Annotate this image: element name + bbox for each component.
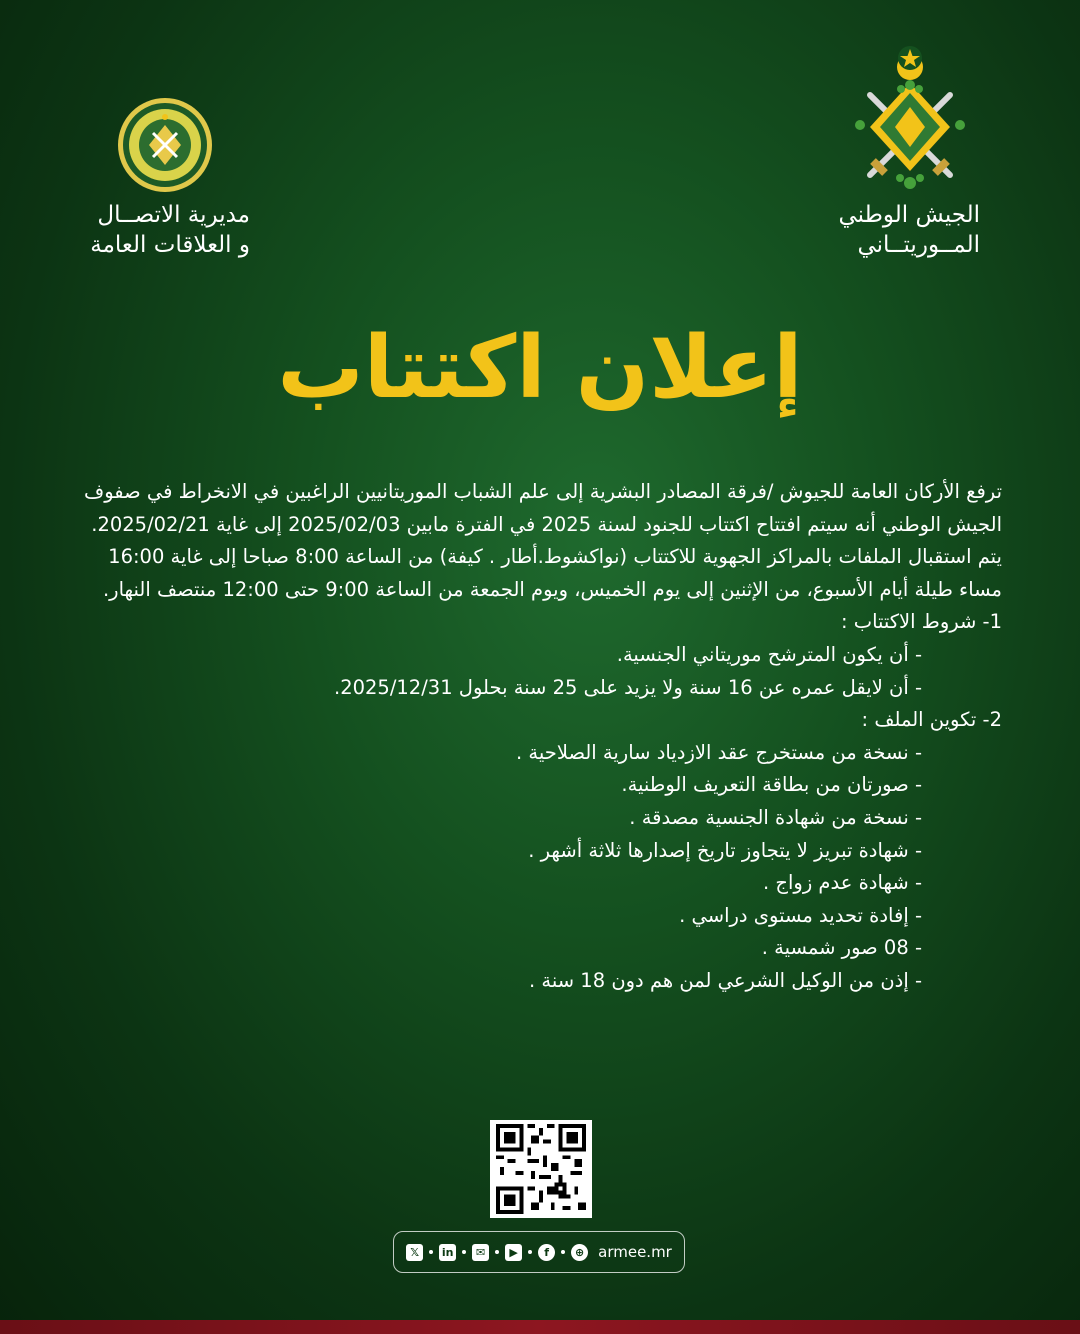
army-name [780,200,980,260]
list-item: - أن لايقل عمره عن 16 سنة ولا يزيد على 25 سنة بحلول 2025/12/31. [78,672,1002,705]
globe-icon[interactable]: ⊕ [571,1244,588,1261]
conditions-list [78,639,1002,704]
facebook-icon[interactable]: f [538,1244,555,1261]
separator-dot [561,1250,565,1254]
list-item: - نسخة من شهادة الجنسية مصدقة . [78,802,1002,835]
youtube-icon[interactable]: ▶ [505,1244,522,1261]
list-item: - صورتان من بطاقة التعريف الوطنية. [78,769,1002,802]
directorate-seal-logo [110,95,220,199]
email-icon[interactable]: ✉ [472,1244,489,1261]
website-link[interactable]: armee.mr [598,1243,672,1261]
file-documents-list [78,737,1002,998]
announcement-body [78,476,1002,998]
file-heading: 2- تكوين الملف : [861,708,1002,732]
separator-dot [429,1250,433,1254]
reception-paragraph: يتم استقبال الملفات بالمراكز الجهوية للاكتتاب (نواكشوط.أطار . كيفة) من الساعة 8:00 صباحا إلى غاية 16:00 مساء طيلة أيام الأسبوع، من الإثنين إلى يوم الخميس، ويوم الجمعة من الساعة 9:00 حتى 12:00 منتصف النهار. [102,545,1002,601]
list-item: - إفادة تحديد مستوى دراسي . [78,900,1002,933]
list-item: - شهادة تبريز لا يتجاوز تاريخ إصدارها ثلاثة أشهر . [78,835,1002,868]
list-item: - نسخة من مستخرج عقد الازدياد سارية الصلاحية . [78,737,1002,770]
linkedin-icon[interactable]: in [439,1244,456,1261]
separator-dot [495,1250,499,1254]
directorate-name [40,200,250,260]
social-links-bar [393,1231,685,1273]
qr-code[interactable] [490,1120,592,1218]
directorate-name-line1: مديرية الاتصــال [97,202,250,228]
army-name-line2: المــوريتــاني [857,232,980,258]
page-title: إعلان اكتتاب [277,318,803,418]
separator-dot [462,1250,466,1254]
bottom-color-bar [0,1320,1080,1334]
list-item: - شهادة عدم زواج . [78,867,1002,900]
army-name-line1: الجيش الوطني [838,202,980,228]
conditions-heading: 1- شروط الاكتتاب : [840,610,1002,634]
x-icon[interactable]: 𝕏 [406,1244,423,1261]
directorate-name-line2: و العلاقات العامة [90,232,250,258]
list-item: - أن يكون المترشح موريتاني الجنسية. [78,639,1002,672]
list-item: - إذن من الوكيل الشرعي لمن هم دون 18 سنة . [78,965,1002,998]
separator-dot [528,1250,532,1254]
list-item: - 08 صور شمسية . [78,932,1002,965]
army-emblem-logo [845,45,975,199]
intro-paragraph: ترفع الأركان العامة للجيوش /فرقة المصادر البشرية إلى علم الشباب الموريتانيين الراغبين في الانخراط في صفوف الجيش الوطني أنه سيتم افتتاح اكتتاب للجنود لسنة 2025 في الفترة مابين 2025/02/03 إلى غاية 2025/02/21. [83,480,1002,536]
